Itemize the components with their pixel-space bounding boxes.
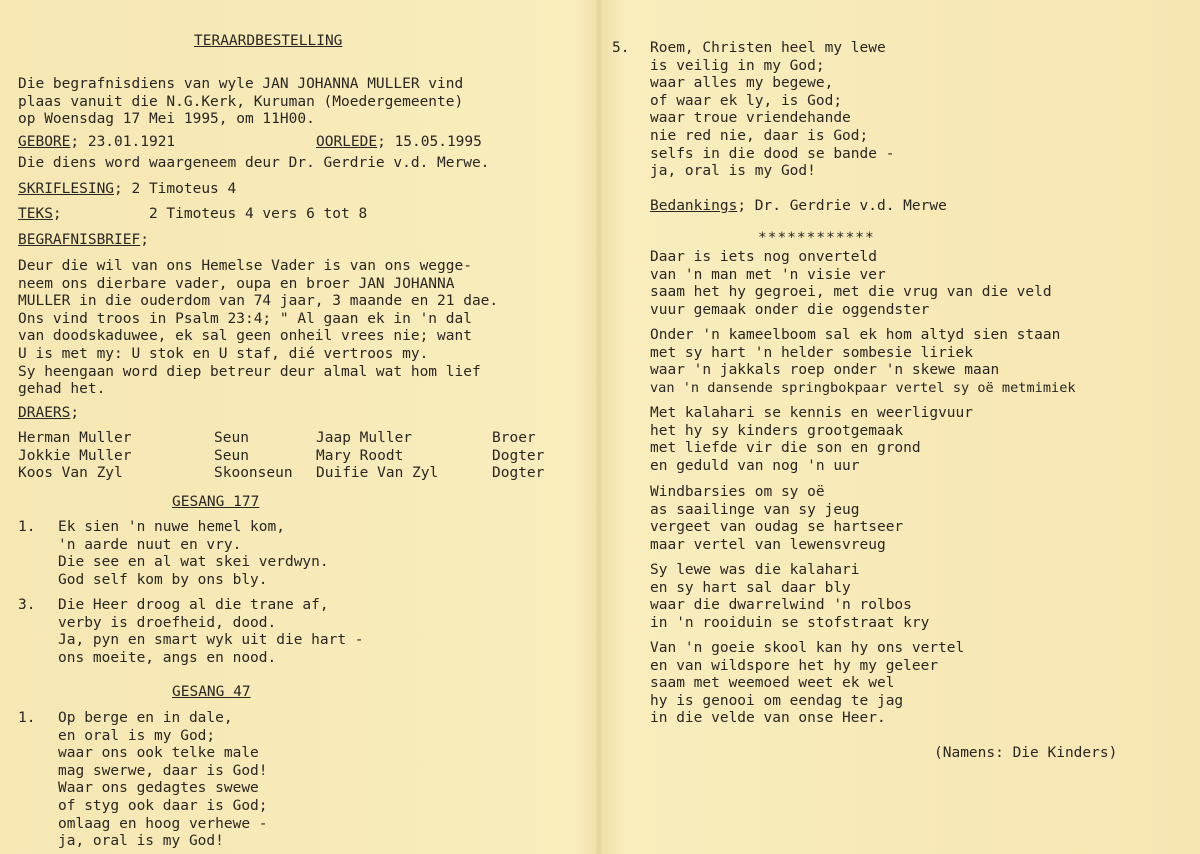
poem-line: vergeet van oudag se hartseer (650, 519, 904, 536)
bearer-relation: Seun (214, 430, 249, 446)
poem-line: en sy hart sal daar bly (650, 579, 851, 596)
letter-line: Sy heengaan word diep betreur deur almal wat hom lief (18, 363, 481, 380)
bearers-label: DRAERS (18, 405, 71, 421)
poem-line: Van 'n goeie skool kan hy ons vertel (650, 640, 965, 656)
bearer-name: Herman Muller (18, 430, 132, 446)
poem-line: Windbarsies om sy oë (650, 484, 825, 500)
poem-line: Met kalahari se kennis en weerligvuur (650, 405, 974, 421)
page-fold (596, 0, 602, 854)
signature-line: (Namens: Die Kinders) (934, 745, 1118, 761)
page-title: TERAARDBESTELLING (194, 33, 343, 49)
verse-line: is veilig in my God; (650, 57, 825, 74)
verse-line: Die see en al wat skei verdwyn. (58, 554, 329, 571)
poem-line: saam het hy gegroei, met die vrug van die veld (650, 284, 1052, 301)
bearer-row (18, 430, 588, 448)
letter-label: BEGRAFNISBRIEF (18, 232, 141, 248)
letter-line: neem ons dierbare vader, oupa en broer JAN JOHANNA (18, 275, 455, 292)
verse-line: omlaag en hoog verhewe - (58, 815, 268, 832)
verse-line: ja, oral is my God! (58, 833, 224, 850)
hymn-verse (58, 597, 364, 667)
verse-line: ja, oral is my God! (650, 163, 816, 180)
verse-line: waar ons ook telke male (58, 745, 259, 762)
poem-line: in die velde van onse Heer. (650, 710, 886, 727)
verse-line: waar alles my begewe, (650, 75, 834, 92)
verse-line: Op berge en in dale, (58, 710, 233, 726)
poem-stanza (650, 640, 964, 728)
hymn-verse (58, 519, 329, 589)
verse-line: of waar ek ly, is God; (650, 92, 843, 109)
poem-line: waar 'n jakkals roep onder 'n skewe maan (650, 362, 1000, 379)
poem-line: het hy sy kinders grootgemaak (650, 422, 904, 439)
hymn-verse (58, 710, 268, 851)
bearer-name: Koos Van Zyl (18, 465, 123, 482)
bearers-suffix: ; (70, 405, 80, 421)
poem-line: in 'n rooiduin se stofstraat kry (650, 614, 930, 631)
verse-line: of styg ook daar is God; (58, 797, 268, 814)
verse-number: 5. (612, 40, 630, 56)
poem-line: maar vertel van lewensvreug (650, 536, 886, 553)
thanks-row (650, 198, 947, 216)
poem-line: saam met weemoed weet ek wel (650, 675, 895, 692)
verse-line: ons moeite, angs en nood. (58, 649, 277, 666)
verse-line: nie red nie, daar is God; (650, 127, 869, 144)
born-label: GEBORE (18, 134, 71, 150)
verse-line: Ek sien 'n nuwe hemel kom, (58, 519, 285, 535)
bearer-relation: Dogter (492, 465, 545, 482)
thanks-label: Bedankings (650, 198, 738, 214)
verse-line: mag swerwe, daar is God! (58, 762, 268, 779)
verse-line: selfs in die dood se bande - (650, 145, 895, 162)
hymn-title: GESANG 177 (172, 494, 260, 510)
poem-line: Daar is iets nog onverteld (650, 249, 877, 265)
bearer-name: Mary Roodt (316, 447, 404, 464)
reading-row (18, 181, 236, 199)
poem-line: met liefde vir die son en grond (650, 440, 921, 457)
letter-suffix: ; (140, 232, 149, 248)
letter-line: Ons vind troos in Psalm 23:4; " Al gaan ek in 'n dal (18, 310, 472, 327)
text-label: TEKS (18, 206, 53, 222)
letter-line: MULLER in die ouderdom van 74 jaar, 3 maande en 21 dae. (18, 293, 499, 310)
verse-line: Roem, Christen heel my lewe (650, 40, 886, 56)
verse-line: 'n aarde nuut en vry. (58, 536, 242, 553)
bearer-relation: Seun (214, 447, 249, 464)
poem-stanza (650, 249, 1052, 319)
letter-line: gehad het. (18, 381, 106, 398)
poem-line: vuur gemaak onder die oggendster (650, 301, 930, 318)
verse-line: Die Heer droog al die trane af, (58, 597, 329, 613)
letter-heading (18, 232, 149, 250)
intro-line: op Woensdag 17 Mei 1995, om 11H00. (18, 111, 315, 128)
bearer-name: Jaap Muller (316, 430, 413, 446)
poem-line: van 'n man met 'n visie ver (650, 266, 886, 283)
reading-value: ; 2 Timoteus 4 (114, 181, 237, 197)
bearer-name: Jokkie Muller (18, 447, 132, 464)
poem-line: waar die dwarrelwind 'n rolbos (650, 597, 912, 614)
letter-line: U is met my: U stok en U staf, dié vertroos my. (18, 345, 429, 362)
bearer-relation: Broer (492, 430, 536, 446)
poem-line: as saailinge van sy jeug (650, 501, 860, 518)
verse-line: verby is droefheid, dood. (58, 614, 277, 631)
intro-line: plaas vanuit die N.G.Kerk, Kuruman (Moedergemeente) (18, 93, 464, 110)
poem-line: Onder 'n kameelboom sal ek hom altyd sien staan (650, 327, 1061, 343)
verse-line: God self kom by ons bly. (58, 571, 268, 588)
verse-number: 1. (18, 519, 36, 535)
poem-line: en geduld van nog 'n uur (650, 457, 860, 474)
died-value: ; 15.05.1995 (377, 134, 482, 150)
reading-label: SKRIFLESING (18, 181, 115, 197)
funeral-letter (18, 258, 498, 399)
bearer-relation: Skoonseun (214, 465, 293, 482)
bearer-name: Duifie Van Zyl (316, 465, 439, 482)
text-value: ; 2 Timoteus 4 vers 6 tot 8 (52, 206, 368, 222)
text-row (18, 206, 367, 224)
bearers-table (18, 430, 588, 483)
poem-line: hy is genooi om eendag te jag (650, 692, 904, 709)
letter-line: van doodskaduwee, ek sal geen onheil vrees nie; want (18, 328, 472, 345)
born-value: ; 23.01.1921 (70, 134, 176, 150)
poem-stanza (650, 562, 929, 632)
letter-line: Deur die wil van ons Hemelse Vader is van ons wegge- (18, 258, 472, 274)
bearer-relation: Dogter (492, 447, 545, 464)
poem-stanza (650, 405, 973, 475)
verse-number: 1. (18, 710, 36, 726)
verse-line: en oral is my God; (58, 727, 216, 744)
death-date (316, 134, 482, 152)
intro-line: Die begrafnisdiens van wyle JAN JOHANNA MULLER vind (18, 76, 464, 92)
bearer-row (18, 448, 588, 466)
bearer-row (18, 465, 588, 483)
poem-stanza (650, 327, 1076, 397)
verse-number: 3. (18, 597, 36, 613)
poem-stanza (650, 484, 903, 554)
bearers-heading (18, 405, 79, 423)
died-label: OORLEDE (316, 134, 378, 150)
poem-line: en van wildspore het hy my geleer (650, 657, 939, 674)
verse-line: waar troue vriendehande (650, 110, 851, 127)
poem-line: Sy lewe was die kalahari (650, 562, 860, 578)
poem-line: met sy hart 'n helder sombesie liriek (650, 344, 974, 361)
poem-line: van 'n dansende springbokpaar vertel sy oë metmimiek (650, 379, 1076, 396)
hymn-verse (650, 40, 894, 181)
hymn-title: GESANG 47 (172, 684, 251, 700)
dates-row (18, 134, 175, 152)
verse-line: Ja, pyn en smart wyk uit die hart - (58, 632, 364, 649)
star-divider: ************ (758, 230, 875, 246)
intro-paragraph (18, 76, 463, 129)
thanks-value: ; Dr. Gerdrie v.d. Merwe (737, 198, 947, 214)
service-line: Die diens word waargeneem deur Dr. Gerdrie v.d. Merwe. (18, 155, 490, 171)
verse-line: Waar ons gedagtes swewe (58, 780, 259, 797)
